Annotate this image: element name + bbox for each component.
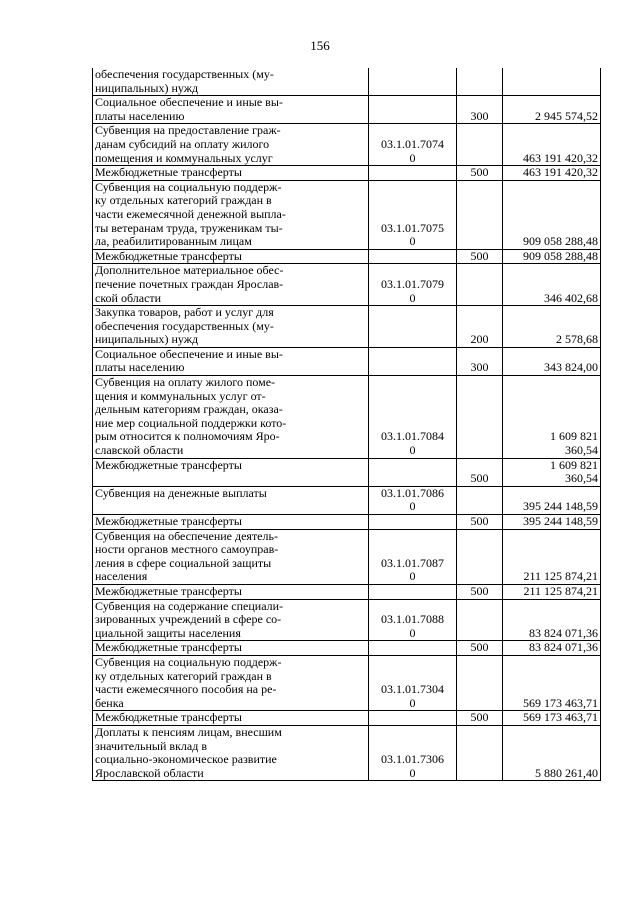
- name-cell: Межбюджетные трансферты: [93, 584, 369, 599]
- table-row: [93, 584, 601, 599]
- code-cell: [369, 641, 457, 656]
- amount-cell: 83 824 071,36: [503, 641, 601, 656]
- amount-cell: 909 058 288,48: [503, 249, 601, 264]
- name-cell: Межбюджетные трансферты: [93, 458, 369, 486]
- name-cell: Закупка товаров, работ и услуг для обеспечения государственных (му- ниципальных) нужд: [93, 306, 369, 348]
- code-cell: 03.1.01.7084 0: [369, 376, 457, 459]
- amount-cell: [503, 68, 601, 96]
- name-cell: Субвенция на социальную поддерж- ку отдельных категорий граждан в части ежемесячной денежной выпла- ты ветеранам труда, труженикам ты- ла, реабилитированным лицам: [93, 180, 369, 249]
- name-cell: Субвенция на денежные выплаты: [93, 486, 369, 514]
- name-cell: Межбюджетные трансферты: [93, 166, 369, 181]
- table-row: [93, 486, 601, 514]
- budget-table: [92, 68, 601, 781]
- amount-cell: 2 578,68: [503, 306, 601, 348]
- type-cell: 200: [457, 306, 503, 348]
- table-row: [93, 96, 601, 124]
- code-cell: [369, 96, 457, 124]
- code-cell: [369, 515, 457, 530]
- name-cell: Субвенция на оплату жилого поме- щения и коммунальных услуг от- дельным категориям граждан, оказа- ние мер социальной поддержки кото- рым относится к полномочиям Яро- славской области: [93, 376, 369, 459]
- name-cell: Межбюджетные трансферты: [93, 641, 369, 656]
- name-cell: Межбюджетные трансферты: [93, 249, 369, 264]
- name-cell: Субвенция на социальную поддерж- ку отдельных категорий граждан в части ежемесячного пособия на ре- бенка: [93, 655, 369, 710]
- table-row: [93, 655, 601, 710]
- name-cell: обеспечения государственных (му- ниципальных) нужд: [93, 68, 369, 96]
- page-number: 156: [310, 38, 330, 53]
- amount-cell: 1 609 821 360,54: [503, 458, 601, 486]
- amount-cell: 463 191 420,32: [503, 166, 601, 181]
- table-row: [93, 641, 601, 656]
- code-cell: 03.1.01.7306 0: [369, 725, 457, 780]
- type-cell: [457, 725, 503, 780]
- name-cell: Субвенция на предоставление граж- данам субсидий на оплату жилого помещения и коммунальных услуг: [93, 124, 369, 166]
- type-cell: 500: [457, 249, 503, 264]
- table-row: [93, 306, 601, 348]
- amount-cell: 2 945 574,52: [503, 96, 601, 124]
- type-cell: [457, 180, 503, 249]
- amount-cell: 463 191 420,32: [503, 124, 601, 166]
- code-cell: 03.1.01.7088 0: [369, 599, 457, 641]
- amount-cell: 346 402,68: [503, 264, 601, 306]
- table-row: [93, 458, 601, 486]
- code-cell: 03.1.01.7079 0: [369, 264, 457, 306]
- name-cell: Межбюджетные трансферты: [93, 711, 369, 726]
- type-cell: 300: [457, 96, 503, 124]
- code-cell: [369, 166, 457, 181]
- code-cell: 03.1.01.7304 0: [369, 655, 457, 710]
- name-cell: Доплаты к пенсиям лицам, внесшим значительный вклад в социально-экономическое развитие Ярославской области: [93, 725, 369, 780]
- type-cell: [457, 655, 503, 710]
- table-row: [93, 529, 601, 584]
- type-cell: [457, 68, 503, 96]
- code-cell: [369, 249, 457, 264]
- table-row: [93, 166, 601, 181]
- type-cell: 500: [457, 166, 503, 181]
- amount-cell: 5 880 261,40: [503, 725, 601, 780]
- table-row: [93, 249, 601, 264]
- amount-cell: 569 173 463,71: [503, 655, 601, 710]
- type-cell: 500: [457, 584, 503, 599]
- type-cell: [457, 486, 503, 514]
- table-row: [93, 599, 601, 641]
- type-cell: [457, 599, 503, 641]
- name-cell: Социальное обеспечение и иные вы- платы населению: [93, 347, 369, 375]
- amount-cell: 211 125 874,21: [503, 584, 601, 599]
- amount-cell: 1 609 821 360,54: [503, 376, 601, 459]
- table-row: [93, 180, 601, 249]
- amount-cell: 211 125 874,21: [503, 529, 601, 584]
- code-cell: 03.1.01.7074 0: [369, 124, 457, 166]
- table-row: [93, 124, 601, 166]
- name-cell: Субвенция на содержание специали- зированных учреждений в сфере со- циальной защиты населения: [93, 599, 369, 641]
- table-row: [93, 347, 601, 375]
- amount-cell: 395 244 148,59: [503, 515, 601, 530]
- code-cell: [369, 347, 457, 375]
- type-cell: [457, 124, 503, 166]
- name-cell: Межбюджетные трансферты: [93, 515, 369, 530]
- name-cell: Субвенция на обеспечение деятель- ности органов местного самоуправ- ления в сфере социальной защиты населения: [93, 529, 369, 584]
- type-cell: [457, 264, 503, 306]
- name-cell: Дополнительное материальное обес- печение почетных граждан Ярослав- ской области: [93, 264, 369, 306]
- type-cell: [457, 529, 503, 584]
- table-row: [93, 376, 601, 459]
- code-cell: [369, 306, 457, 348]
- name-cell: Социальное обеспечение и иные вы- платы населению: [93, 96, 369, 124]
- amount-cell: 395 244 148,59: [503, 486, 601, 514]
- type-cell: 500: [457, 458, 503, 486]
- amount-cell: 343 824,00: [503, 347, 601, 375]
- amount-cell: 909 058 288,48: [503, 180, 601, 249]
- code-cell: [369, 584, 457, 599]
- table-row: [93, 725, 601, 780]
- type-cell: 500: [457, 515, 503, 530]
- code-cell: 03.1.01.7075 0: [369, 180, 457, 249]
- table-row: [93, 68, 601, 96]
- type-cell: [457, 376, 503, 459]
- table-row: [93, 264, 601, 306]
- budget-table-body: [93, 68, 601, 781]
- amount-cell: 569 173 463,71: [503, 711, 601, 726]
- code-cell: [369, 711, 457, 726]
- type-cell: 500: [457, 641, 503, 656]
- code-cell: 03.1.01.7087 0: [369, 529, 457, 584]
- type-cell: 300: [457, 347, 503, 375]
- code-cell: [369, 68, 457, 96]
- code-cell: [369, 458, 457, 486]
- type-cell: 500: [457, 711, 503, 726]
- amount-cell: 83 824 071,36: [503, 599, 601, 641]
- code-cell: 03.1.01.7086 0: [369, 486, 457, 514]
- table-row: [93, 515, 601, 530]
- table-row: [93, 711, 601, 726]
